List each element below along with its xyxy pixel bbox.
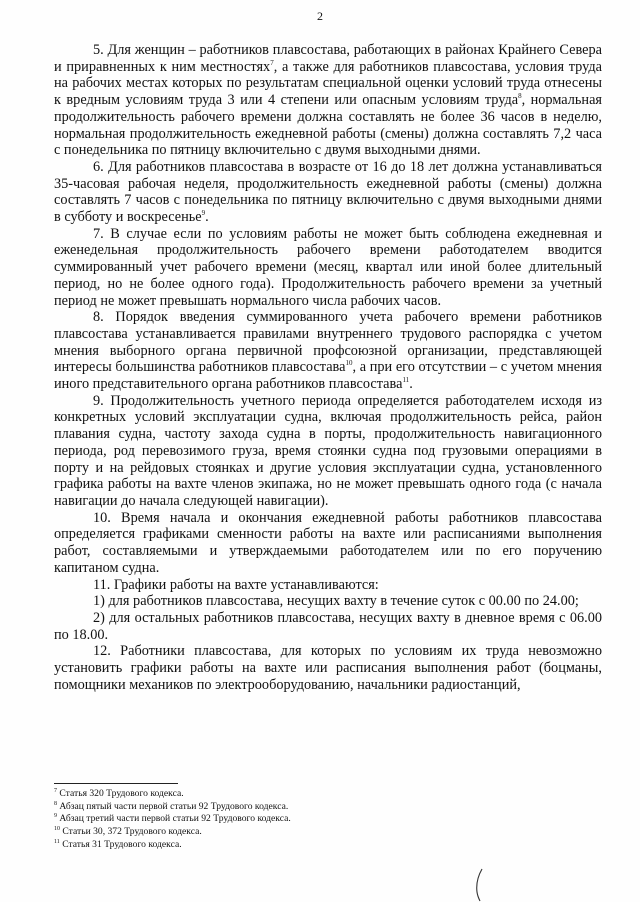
paragraph-9: 9. Продолжительность учетного периода определяется работодателем исходя из конкретных условий эксплуатации судна, включая продолжительность рейса, район плавания судна, частоту захода судна в порты, продолжительность навигационного периода, род перевозимого груза, время стоянки судна под грузовыми операциями в порту и на рейдовых стоянках и другие условия эксплуатации судна, установленного графика работы на вахте членов экипажа, но не может превышать одного года (с начала навигации до начала следующей навигации). [54,392,602,509]
footnotes [54,788,594,852]
footnote-ref-7[interactable]: 7 [270,58,274,67]
page-number: 2 [317,9,323,23]
paragraph-8: 8. Порядок введения суммированного учета рабочего времени работников плавсостава устанавливается правилами внутреннего трудового распорядка с учетом мнения выборного органа первичной профсоюзной организации, представляющей интересы большинства работников плавсостава$^{10}$, а при его отсутствии – с учетом мнения иного представительного органа работников плавсостава$^{11}$. [54,309,603,393]
footnote-8: $^8$ Абзац пятый части первой статьи 92 Трудового кодекса. [54,800,289,812]
footnote-ref-9[interactable]: 9 [201,209,206,218]
footnote-ref-10[interactable]: 10 [345,359,353,368]
footnote-9: $^9$ Абзац третий части первой статьи 92 Трудового кодекса. [54,813,291,825]
footnote-11: $^{11}$ Статья 31 Трудового кодекса. [54,838,182,850]
footnote-ref-8[interactable]: 8 [518,92,522,101]
paragraph-10: 10. Время начала и окончания ежедневной работы работников плавсостава определяется графиками сменности работы на вахте или расписаниями выполнения работ, составляемыми и утверждаемыми работодателем или по его поручению капитаном судна. [54,509,602,576]
footnote-ref-11[interactable]: 11 [402,376,410,385]
paragraph-11-item-1: 1) для работников плавсостава, несущих вахту в течение суток с 00.00 по 24.00; [93,593,579,610]
paragraph-11: 11. Графики работы на вахте устанавливаются: [93,576,379,593]
paragraph-5: 5. Для женщин – работников плавсостава, работающих в районах Крайнего Севера и приравненных к ним местностях$^7$, а также для работников плавсостава, условия труда на рабочих местах которых по результатам специальной оценки условий труда отнесены к вредным условиям труда 3 или 4 степени или опасным условиям труда$^8$, нормальная продолжительность рабочего времени должна составлять не более 36 часов в неделю, нормальная продолжительность ежедневной работы (смены) должна составлять 7,2 часа с понедельника по пятницу включительно с двумя выходными днями. [54,42,603,159]
paragraph-11-item-2: 2) для остальных работников плавсостава, несущих вахту в дневное время с 06.00 по 18.00. [54,609,602,643]
footnote-divider [54,783,178,784]
paragraph-12: 12. Работники плавсостава, для которых по условиям их труда невозможно установить графики работы на вахте или расписания выполнения работ (боцманы, помощники механиков по электрооборудованию, начальники радиостанций, [54,643,602,693]
pen-stroke-mark [470,868,490,902]
footnote-10: $^{10}$ Статьи 30, 372 Трудового кодекса. [54,825,202,838]
body-text [54,42,602,693]
paragraph-7: 7. В случае если по условиям работы не может быть соблюдена ежедневная и еженедельная продолжительность рабочего времени работодателем вводится суммированный учет рабочего времени (месяц, квартал или иной более длительный период, но не более одного года). Продолжительность рабочего времени за учетный период не может превышать нормального числа рабочих часов. [54,225,602,309]
paragraph-6: 6. Для работников плавсостава в возрасте от 16 до 18 лет должна устанавливаться 35-часовая рабочая неделя, продолжительность ежедневной работы (смены) должна составлять 7 часов с понедельника по пятницу включительно с двумя выходными днями в субботу и воскресенье$^9$. [54,158,602,226]
footnote-7: $^7$ Статья 320 Трудового кодекса. [54,787,184,799]
